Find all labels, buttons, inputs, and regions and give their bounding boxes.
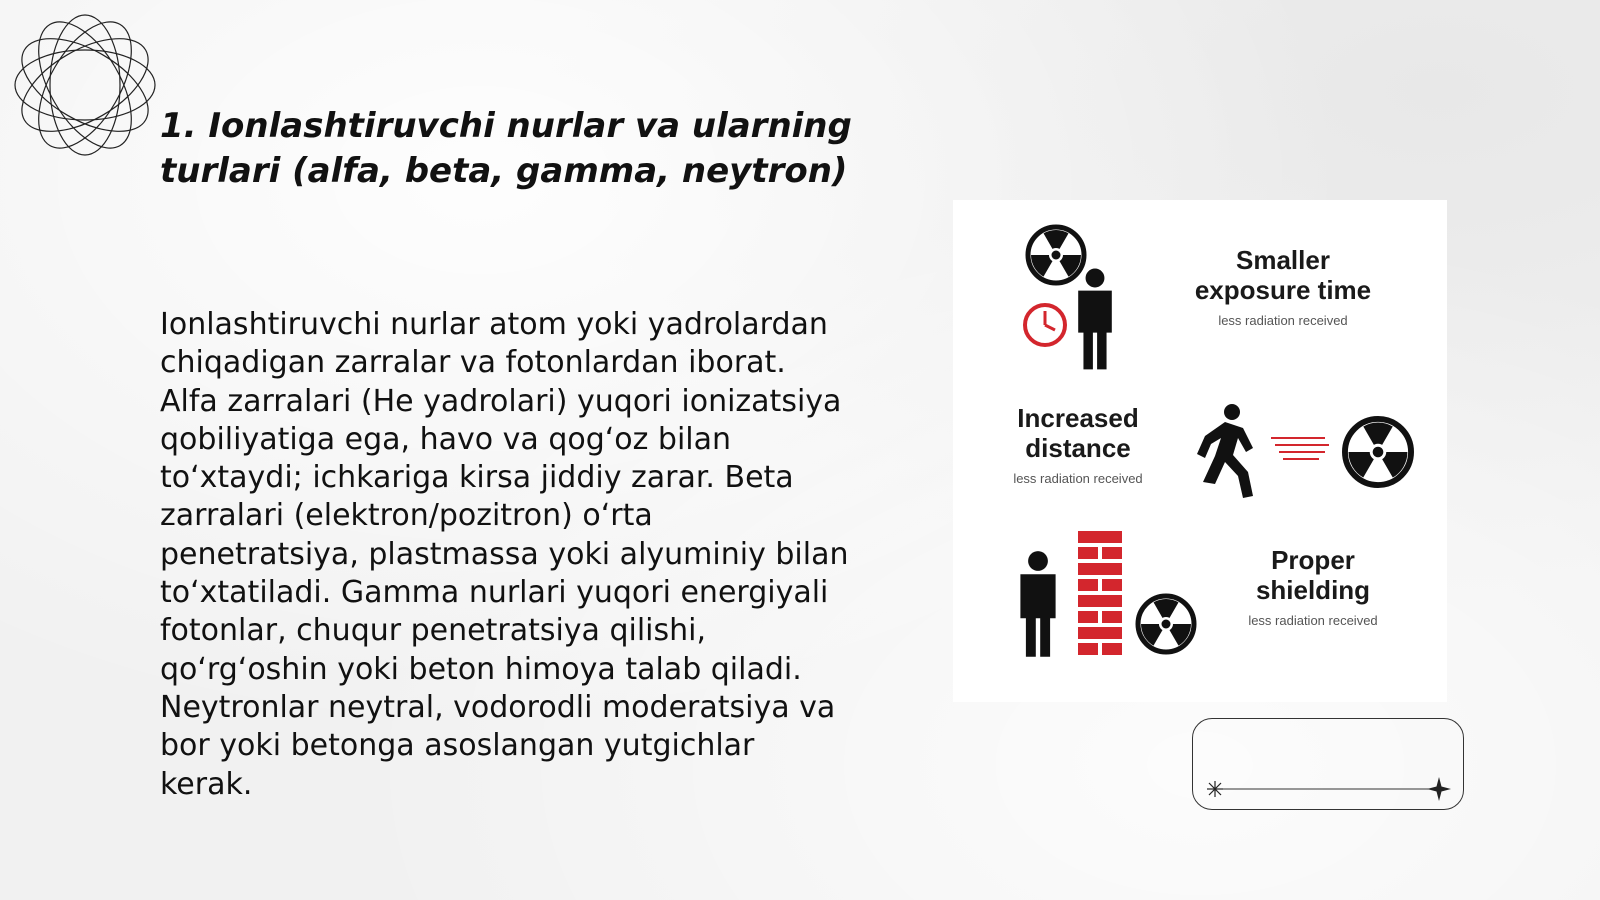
person-wall-radiation-icon [1020,530,1197,657]
distance-heading-line2: distance [1025,433,1131,463]
decorative-frame [1192,718,1464,810]
running-person-radiation-icon [1197,404,1415,498]
shielding-caption [1213,545,1413,628]
distance-heading-line1: Increased [1017,403,1139,433]
slide-title [160,104,860,194]
exposure-time-caption [1163,245,1403,328]
distance-caption [983,403,1173,486]
orbit-rings-icon [10,10,160,160]
radiation-clock-person-icon [1025,223,1112,370]
shielding-heading-line2: shielding [1255,575,1371,605]
slide-title-line2: turlari (alfa, beta, gamma, neytron) [160,151,848,191]
exposure-heading-line1: Smaller [1236,245,1330,275]
radiation-protection-infographic [953,200,1447,702]
exposure-sub: less radiation received [1218,313,1348,328]
shielding-heading-line1: Proper [1271,545,1355,575]
sparkle-line-icon [1193,719,1465,811]
shielding-sub: less radiation received [1248,613,1378,628]
distance-sub: less radiation received [1013,471,1143,486]
exposure-heading-line2: exposure time [1194,275,1372,305]
slide-body-text: Ionlashtiruvchi nurlar atom yoki yadrolardan chiqadigan zarralar va fotonlardan iborat. Alfa zarralari (He yadrolari) yuqori ionizatsiya qobiliyatiga ega, havo va qogʻoz bilan toʻxtaydi; ichkariga kirsa jiddiy zarar. Beta zarralari (elektron/pozitron) oʻrta penetratsiya, plastmassa yoki alyuminiy bilan toʻxtatiladi. Gamma nurlari yuqori energiyali fotonlar, chuqur penetratsiya qilishi, qoʻrgʻoshin yoki beton himoya talab qiladi. Neytronlar neytral, vodorodli moderatsiya va bor yoki betonga asoslangan yutgichlar kerak. [160,307,849,802]
slide-title-line1: 1. Ionlashtiruvchi nurlar va ularning [160,106,852,146]
